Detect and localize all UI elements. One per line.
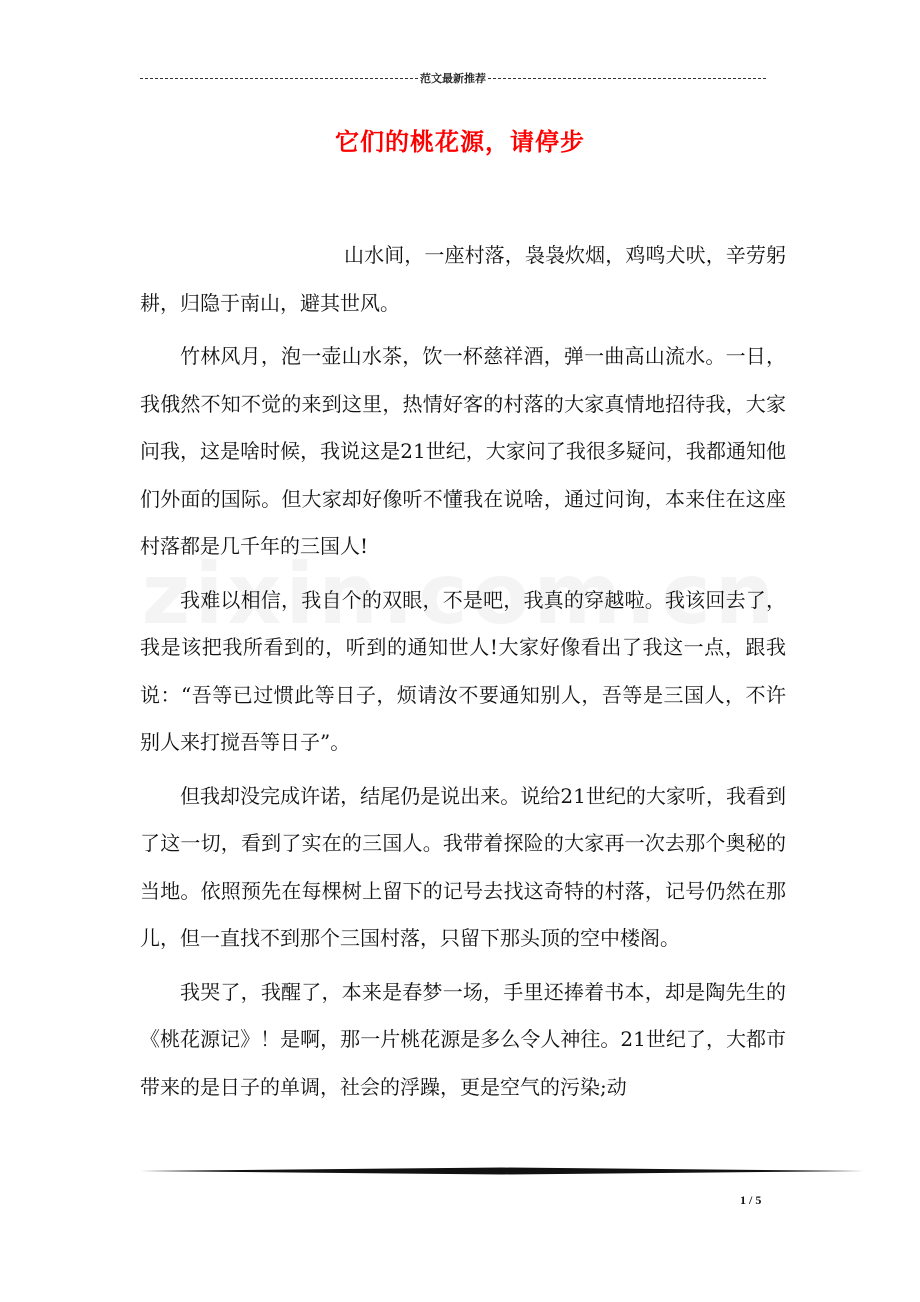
document-body: [140, 232, 786, 1117]
paragraph-2: 竹林风月，泡一壶山水茶，饮一杯慈祥酒，弹一曲高山流水。一日，我俄然不知不觉的来到这里，热情好客的村落的大家真情地招待我，大家问我，这是啥时候，我说这是21世纪，大家问了我很多疑问，我都通知他们外面的国际。但大家却好像听不懂我在说啥，通过问询，本来住在这座村落都是几千年的三国人!: [140, 344, 786, 558]
paragraph-3: 我难以相信，我自个的双眼，不是吧，我真的穿越啦。我该回去了，我是该把我所看到的，听到的通知世人!大家好像看出了我这一点，跟我说：“吾等已过惯此等日子，烦请汝不要通知别人，吾等是三国人，不许别人来打搅吾等日子”。: [140, 587, 786, 754]
page-number: 1 / 5: [740, 1193, 762, 1207]
page-header: [140, 68, 766, 88]
header-dashes-left: [140, 78, 418, 79]
paragraph-5: 我哭了，我醒了，本来是春梦一场，手里还捧着书本，却是陶先生的《桃花源记》！是啊，那一片桃花源是多么令人神往。21世纪了，大都市带来的是日子的单调，社会的浮躁，更是空气的污染;动: [140, 979, 786, 1099]
paragraph-4: 但我却没完成许诺，结尾仍是说出来。说给21世纪的大家听，我看到了这一切，看到了实在的三国人。我带着探险的大家再一次去那个奥秘的当地。依照预先在每棵树上留下的记号去找这奇特的村落，记号仍然在那儿，但一直找不到那个三国村落，只留下那头顶的空中楼阁。: [140, 783, 786, 950]
header-label: 范文最新推荐: [420, 72, 486, 85]
paragraph-1: 山水间，一座村落，袅袅炊烟，鸡鸣犬吠，辛劳躬耕，归隐于南山，避其世风。: [140, 243, 786, 315]
header-dashes-right: [488, 78, 766, 79]
document-title: 它们的桃花源，请停步: [335, 127, 585, 156]
footer-divider: [140, 1167, 864, 1175]
